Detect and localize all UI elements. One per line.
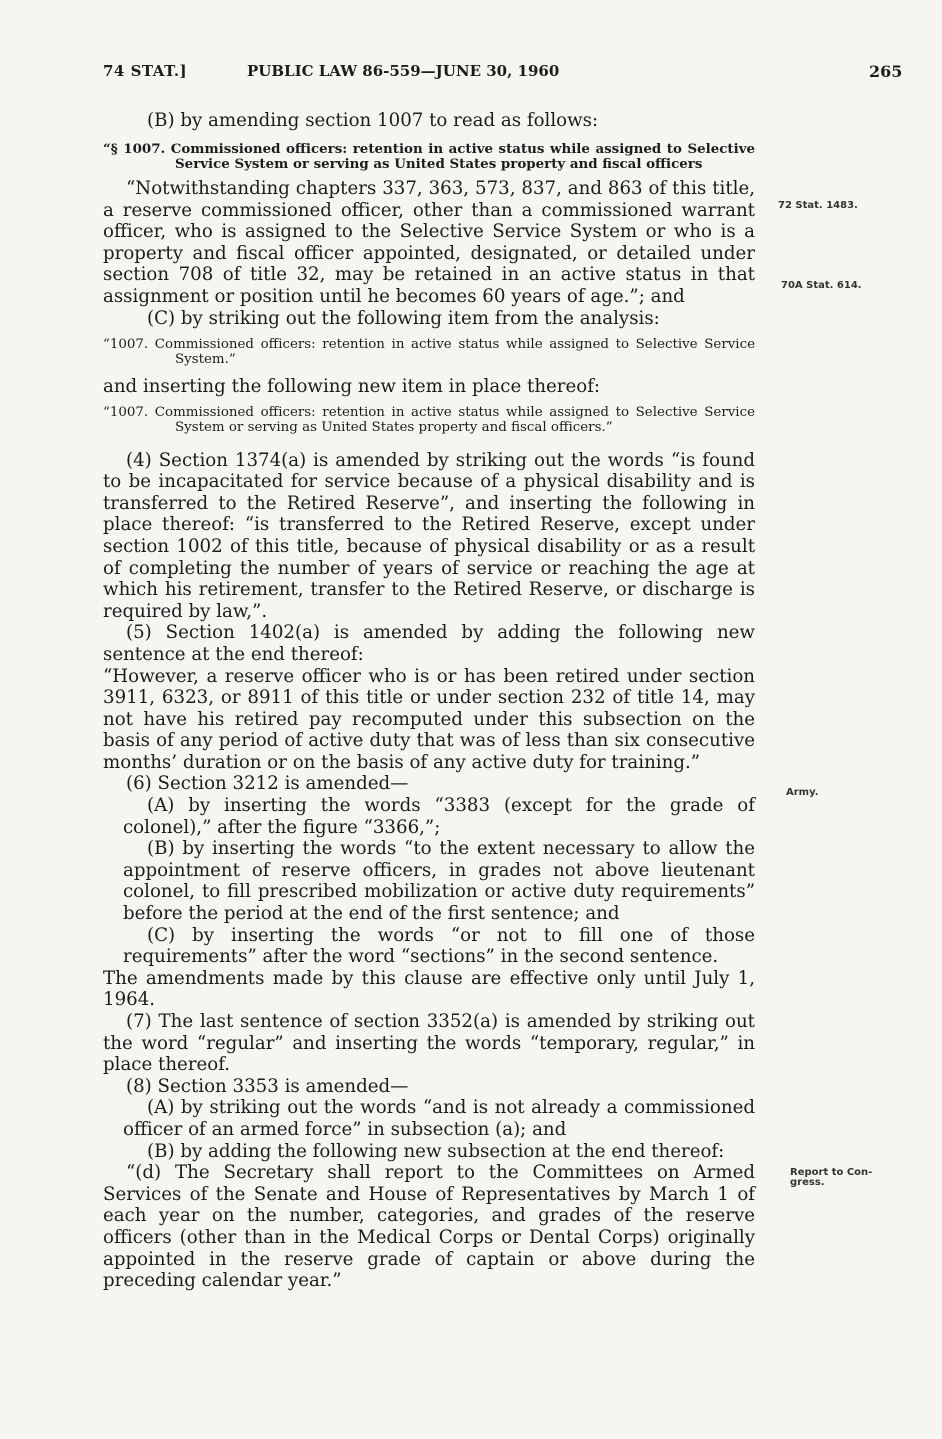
section-1007-heading: “§ 1007. Commissioned officers: retention in active status while assigned to Selective Service System or serving as United States property and fiscal officers xyxy=(103,140,755,172)
new-analysis-item: “1007. Commissioned officers: retention in active status while assigned to Selective Service System or serving as United States property and fiscal officers.” xyxy=(103,405,755,436)
paragraph-8-a: (A) by striking out the words “and is not already a commissioned officer of an armed force” in subsection (a); and xyxy=(123,1097,755,1140)
old-analysis-item: “1007. Commissioned officers: retention in active status while assigned to Selective Service System.” xyxy=(103,337,755,368)
paragraph-6-c: (C) by inserting the words “or not to fill one of those requirements” after the word “sections” in the second sentence. xyxy=(123,924,755,968)
header-title: PUBLIC LAW 86-559—JUNE 30, 1960 xyxy=(247,62,560,80)
header-stat-reference: 74 STAT.] xyxy=(103,62,188,80)
margin-note-report-line2: gress. xyxy=(790,1177,825,1188)
margin-note-stat-614: 70A Stat. 614. xyxy=(781,280,862,291)
paragraph-8-d: “(d) The Secretary shall report to the Committees on Armed Services of the Senate and House of Representatives by March 1 of each year on the number, categories, and grades of the reserve officers (other than in the Medical Corps or Dental Corps) originally appointed in the reserve grade of captain or above during the preceding calendar year.” xyxy=(103,1162,755,1292)
body-text xyxy=(103,110,755,1292)
paragraph-8: (8) Section 3353 is amended— xyxy=(126,1075,409,1097)
page-number: 265 xyxy=(869,62,903,81)
paragraph-8-b: (B) by adding the following new subsection at the end thereof: xyxy=(147,1140,725,1162)
paragraph-7: (7) The last sentence of section 3352(a) is amended by striking out the word “regular” and inserting the words “temporary, regular,” in place thereof. xyxy=(103,1011,755,1076)
section-1007-text: “Notwithstanding chapters 337, 363, 573, 837, and 863 of this title, a reserve commissioned officer, other than a commissioned warrant officer, who is assigned to the Selective Service System or who is a property and fiscal officer appointed, designated, or detailed under section 708 of title 32, may be retained in an active status in that assignment or position until he becomes 60 years of age.”; and xyxy=(103,178,755,307)
paragraph-6-effective: The amendments made by this clause are effective only until July 1, 1964. xyxy=(103,967,755,1011)
paragraph-6: (6) Section 3212 is amended— xyxy=(126,773,409,795)
paragraph-4: (4) Section 1374(a) is amended by striking out the words “is found to be incapacitated for service because of a physical disability and is transferred to the Retired Reserve”, and inserting the following in place thereof: “is transferred to the Retired Reserve, except under section 1002 of this title, because of physical disability or as a result of completing the number of years of service or reaching the age at which his retirement, transfer to the Retired Reserve, or discharge is required by law,”. xyxy=(103,449,755,622)
paragraph-5: (5) Section 1402(a) is amended by adding the following new sentence at the end thereof: xyxy=(103,622,755,665)
paragraph-6-b: (B) by inserting the words “to the extent necessary to allow the appointment of reserve officers, in grades not above lieutenant colonel, to fill prescribed mobilization or active duty requirements” before the period at the end of the first sentence; and xyxy=(123,838,755,925)
paragraph-6-a: (A) by inserting the words “3383 (except for the grade of colonel),” after the figure “3366,”; xyxy=(123,795,755,838)
paragraph-c-intro: (C) by striking out the following item from the analysis: xyxy=(147,307,660,329)
paragraph-b-intro: (B) by amending section 1007 to read as follows: xyxy=(147,110,599,131)
paragraph-5-quote: “However, a reserve officer who is or has been retired under section 3911, 6323, or 8911 of this title or under section 232 of title 14, may not have his retired pay recomputed under this subsection on the basis of any period of active duty that was of less than six consecutive months’ duration or on the basis of any active duty for training.” xyxy=(103,665,755,773)
margin-note-army: Army. xyxy=(786,787,819,798)
margin-note-report xyxy=(790,1168,872,1188)
margin-note-report-line1: Report to Con- xyxy=(790,1167,873,1178)
margin-note-stat-1483: 72 Stat. 1483. xyxy=(778,200,858,211)
inserting-line: and inserting the following new item in place thereof: xyxy=(103,375,601,397)
